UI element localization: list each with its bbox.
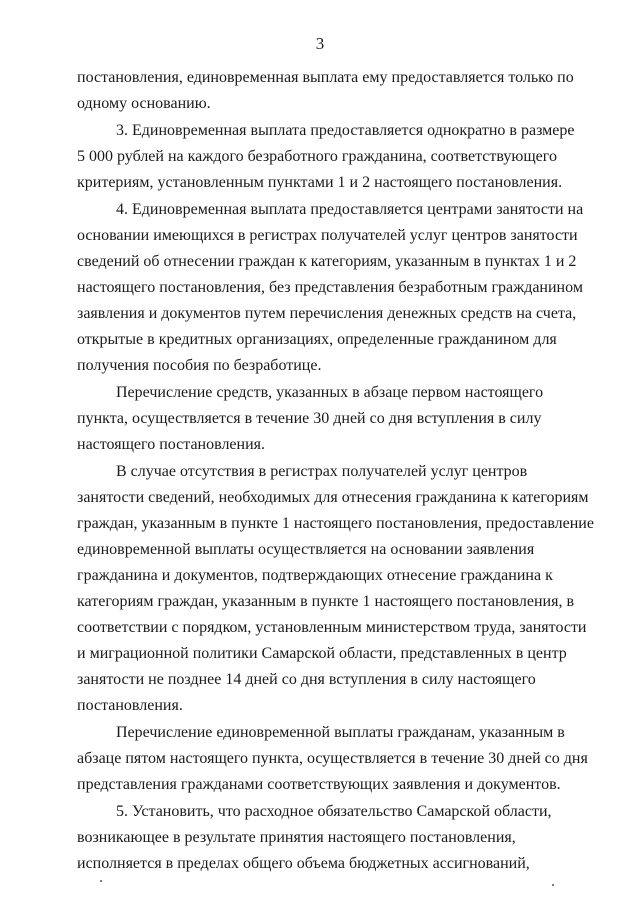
paragraph (77, 197, 584, 379)
text-line: критериям, установленным пунктами 1 и 2 настоящего постановления. (77, 174, 563, 191)
text-line: возникающее в результате принятия настоящего постановления, (77, 829, 516, 846)
paragraph (77, 65, 574, 117)
paragraph (77, 118, 575, 196)
text-line: 5. Установить, что расходное обязательство Самарской области, (116, 803, 552, 820)
page-number: 3 (315, 34, 325, 53)
text-line: абзаце пятом настоящего пункта, осуществляется в течение 30 дней со дня (77, 750, 588, 767)
text-line: открытые в кредитных организациях, определенные гражданином для (77, 331, 557, 348)
text-line: занятости сведений, необходимых для отнесения гражданина к категориям (77, 489, 589, 506)
text-line: 4. Единовременная выплата предоставляется центрами занятости на (116, 201, 584, 218)
text-line: представления гражданами соответствующих заявления и документов. (77, 776, 561, 793)
text-line: заявления и документов путем перечисления денежных средств на счета, (77, 305, 577, 322)
paragraph (77, 380, 567, 458)
text-line: Перечисление единовременной выплаты гражданам, указанным в (116, 724, 565, 741)
text-line: одному основанию. (77, 95, 211, 112)
text-line: исполняется в пределах общего объема бюджетных ассигнований, (77, 855, 530, 872)
text-line: занятости не позднее 14 дней со дня вступления в силу настоящего (77, 671, 536, 688)
text-line: пункта, осуществляется в течение 30 дней со дня вступления в силу (77, 410, 542, 427)
text-line: 5 000 рублей на каждого безработного гражданина, соответствующего (77, 148, 557, 165)
text-line: В случае отсутствия в регистрах получателей услуг центров (116, 463, 528, 480)
scan-speck (552, 884, 554, 886)
text-line: категориям граждан, указанным в пункте 1 настоящего постановления, в (77, 593, 575, 610)
text-line: постановления. (77, 697, 183, 714)
paragraph (77, 459, 594, 719)
text-line: и миграционной политики Самарской области, представленных в центр (77, 645, 567, 662)
text-line: сведений об отнесении граждан к категориям, указанным в пунктах 1 и 2 (77, 253, 577, 270)
text-line: постановления, единовременная выплата ему предоставляется только по (77, 69, 574, 86)
text-line: граждан, указанным в пункте 1 настоящего постановления, предоставление (77, 515, 594, 532)
text-line: гражданина и документов, подтверждающих отнесение гражданина к (77, 567, 553, 584)
text-line: настоящего постановления, без представления безработным гражданином (77, 279, 583, 296)
scan-speck (100, 880, 102, 882)
text-line: 3. Единовременная выплата предоставляется однократно в размере (116, 122, 575, 139)
text-line: настоящего постановления. (77, 436, 266, 453)
paragraph (77, 720, 588, 798)
text-line: получения пособия по безработице. (77, 357, 322, 374)
text-line: соответствии с порядком, установленным министерством труда, занятости (77, 619, 587, 636)
text-line: Перечисление средств, указанных в абзаце первом настоящего (116, 384, 544, 401)
document-body (77, 65, 594, 877)
text-line: основании имеющихся в регистрах получателей услуг центров занятости (77, 227, 578, 244)
paragraph (77, 799, 567, 877)
text-line: единовременной выплаты осуществляется на основании заявления (77, 541, 535, 558)
